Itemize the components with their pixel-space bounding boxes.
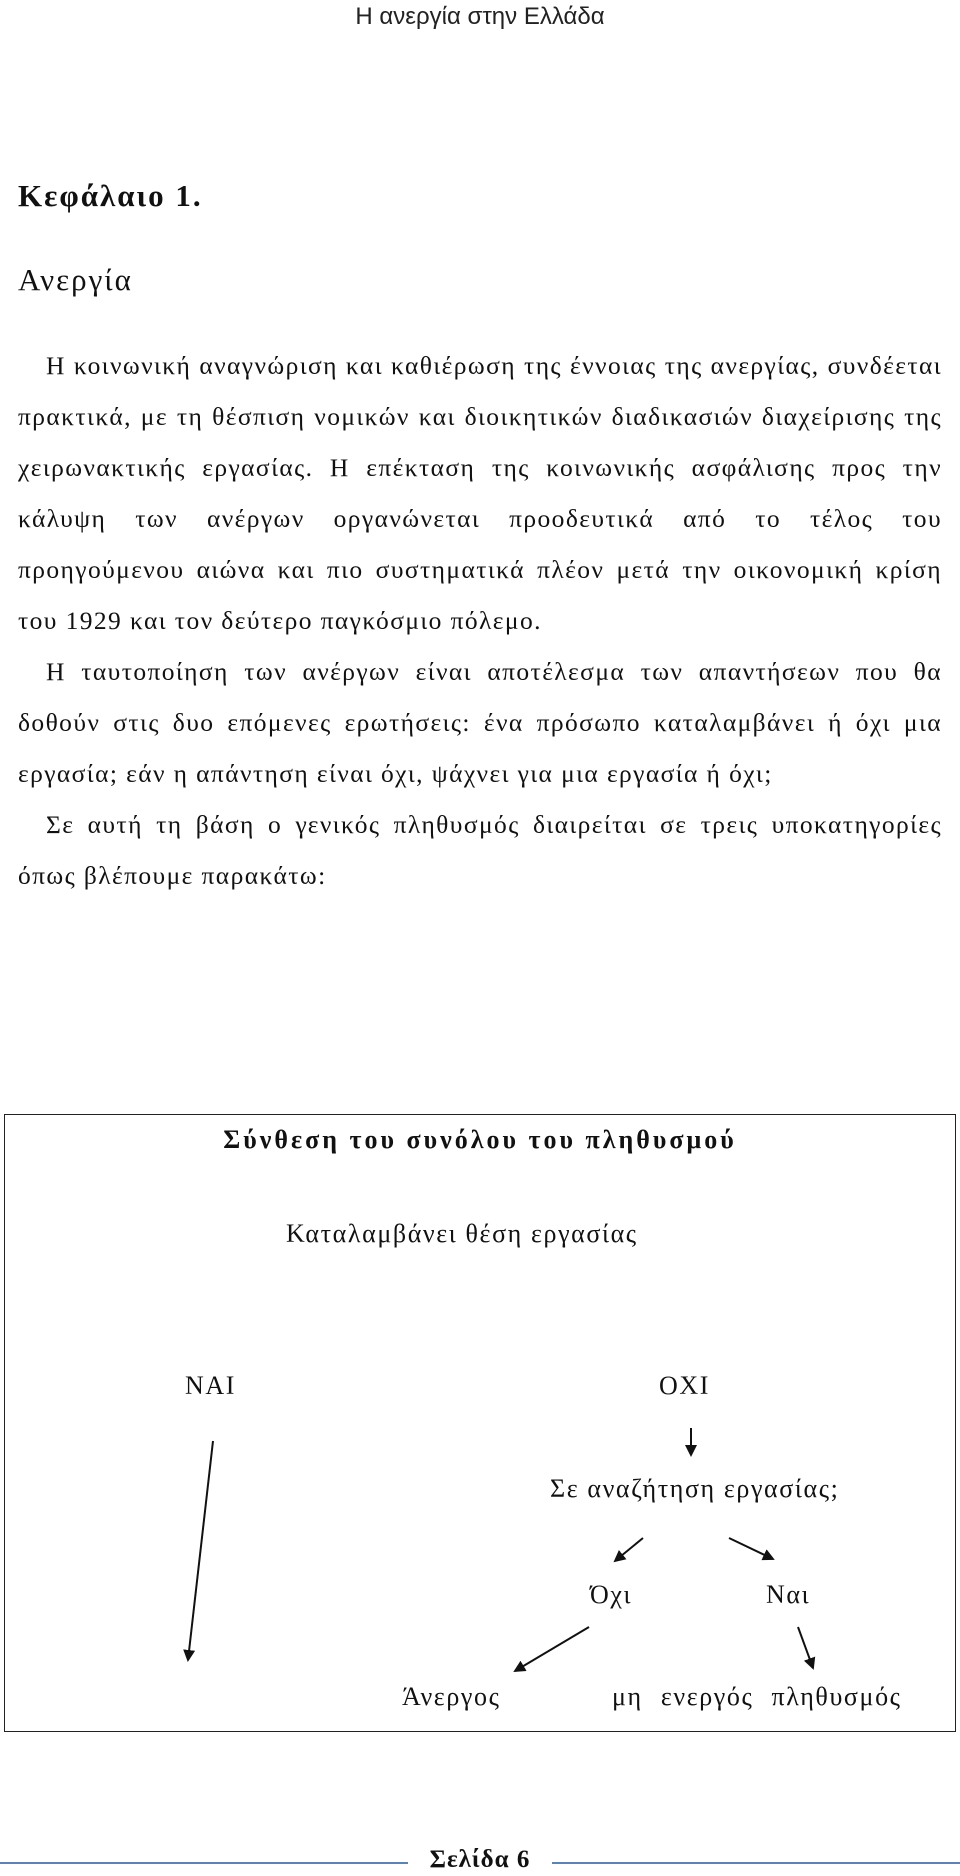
diagram-title: Σύνθεση του συνόλου του πληθυσμού xyxy=(223,1125,737,1154)
chapter-heading: Κεφάλαιο 1. xyxy=(18,178,203,213)
page-footer xyxy=(0,1846,960,1876)
body-text xyxy=(18,340,942,901)
category-unemployed: Άνεργος xyxy=(402,1682,501,1711)
arrow-search-to-no2 xyxy=(615,1538,643,1561)
arrow-yes2-to-inactive xyxy=(798,1627,813,1668)
category-inactive: μη ενεργός πληθυσμός xyxy=(612,1682,902,1711)
paragraph-1: Η κοινωνική αναγνώριση και καθιέρωση της έννοιας της ανεργίας, συνδέεται πρακτικά, με τη θέσπιση νομικών και διοικητικών διαδικασιών διαχείρισης της χειρωνακτικής εργασίας. Η επέκταση της κοινωνικής ασφάλισης προς την κάλυψη των ανέργων οργανώνεται προοδευτικά από το τέλος του προηγούμενου αιώνα και πιο συστηματικά πλέον μετά την οικονομική κρίση του 1929 και τον δεύτερο παγκόσμιο πόλεμο. xyxy=(18,351,942,635)
question-searching: Σε αναζήτηση εργασίας; xyxy=(550,1474,840,1503)
arrow-yes-to-unemployed xyxy=(188,1441,213,1660)
answer-yes2: Ναι xyxy=(766,1580,811,1609)
page-header: Η ανεργία στην Ελλάδα xyxy=(355,3,605,30)
arrow-no2-to-unemployed xyxy=(515,1627,589,1671)
page-number: Σελίδα 6 xyxy=(429,1846,531,1873)
arrow-search-to-yes2 xyxy=(729,1538,773,1559)
answer-yes: ΝΑΙ xyxy=(185,1371,237,1400)
paragraph-3: Σε αυτή τη βάση ο γενικός πληθυσμός διαιρείται σε τρεις υποκατηγορίες όπως βλέπουμε παρακάτω: xyxy=(18,810,942,890)
answer-no: ΟΧΙ xyxy=(659,1371,711,1400)
section-title: Ανεργία xyxy=(18,262,133,297)
diagram-arrows xyxy=(5,1115,957,1733)
population-diagram xyxy=(4,1114,956,1732)
question-employed: Καταλαμβάνει θέση εργασίας xyxy=(286,1219,638,1248)
answer-no2: Όχι xyxy=(590,1580,633,1609)
paragraph-2: Η ταυτοποίηση των ανέργων είναι αποτέλεσμα των απαντήσεων που θα δοθούν στις δυο επόμενες ερωτήσεις: ένα πρόσωπο καταλαμβάνει ή όχι μια εργασία; εάν η απάντηση είναι όχι, ψάχνει για μια εργασία ή όχι; xyxy=(18,657,942,788)
